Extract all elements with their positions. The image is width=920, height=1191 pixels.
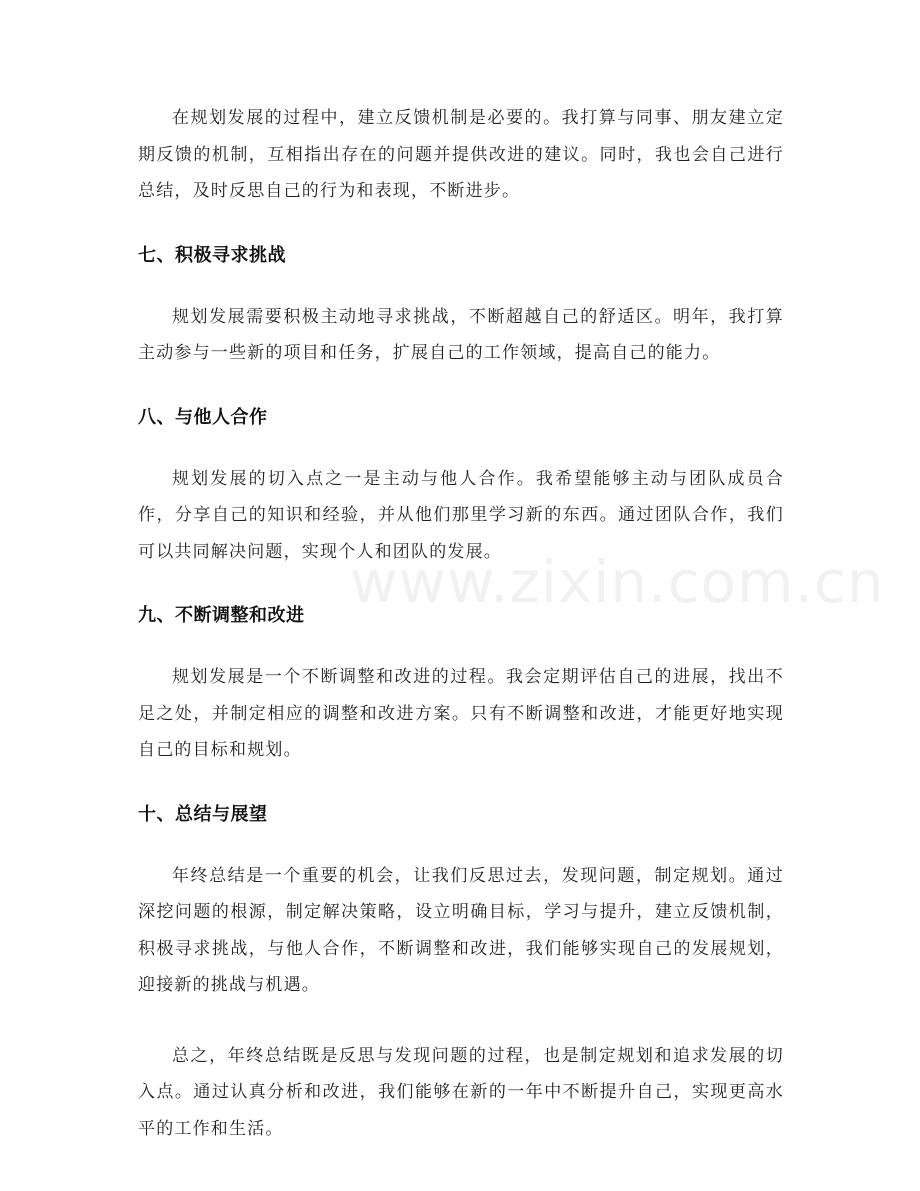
heading-cooperate-with-others: 八、与他人合作 bbox=[138, 406, 268, 428]
paragraph-cooperate-with-others: 规划发展的切入点之一是主动与他人合作。我希望能够主动与团队成员合作，分享自己的知识和经验，并从他们那里学习新的东西。通过团队合作，我们可以共同解决问题，实现个人和团队的发展。 bbox=[138, 468, 784, 562]
paragraph-feedback-mechanism: 在规划发展的过程中，建立反馈机制是必要的。我打算与同事、朋友建立定期反馈的机制，互相指出存在的问题并提供改进的建议。同时，我也会自己进行总结，及时反思自己的行为和表现，不断进步。 bbox=[138, 108, 784, 201]
watermark: www.zixin.com.cn bbox=[350, 548, 885, 616]
paragraph-seek-challenges: 规划发展需要积极主动地寻求挑战，不断超越自己的舒适区。明年，我打算主动参与一些新的项目和任务，扩展自己的工作领域，提高自己的能力。 bbox=[138, 306, 784, 363]
paragraph-conclusion: 总之，年终总结既是反思与发现问题的过程，也是制定规划和追求发展的切入点。通过认真分析和改进，我们能够在新的一年中不断提升自己，实现更高水平的工作和生活。 bbox=[138, 1045, 784, 1139]
paragraph-summary-and-outlook: 年终总结是一个重要的机会，让我们反思过去，发现问题，制定规划。通过深挖问题的根源，制定解决策略，设立明确目标，学习与提升，建立反馈机制，积极寻求挑战，与他人合作，不断调整和改进，我们能够实现自己的发展规划，迎接新的挑战与机遇。 bbox=[138, 865, 784, 995]
paragraph-adjust-and-improve: 规划发展是一个不断调整和改进的过程。我会定期评估自己的进展，找出不足之处，并制定相应的调整和改进方案。只有不断调整和改进，才能更好地实现自己的目标和规划。 bbox=[138, 667, 784, 760]
heading-seek-challenges: 七、积极寻求挑战 bbox=[138, 244, 286, 266]
document-body bbox=[138, 100, 784, 1181]
heading-summary-and-outlook: 十、总结与展望 bbox=[138, 803, 268, 825]
heading-adjust-and-improve: 九、不断调整和改进 bbox=[138, 605, 305, 626]
